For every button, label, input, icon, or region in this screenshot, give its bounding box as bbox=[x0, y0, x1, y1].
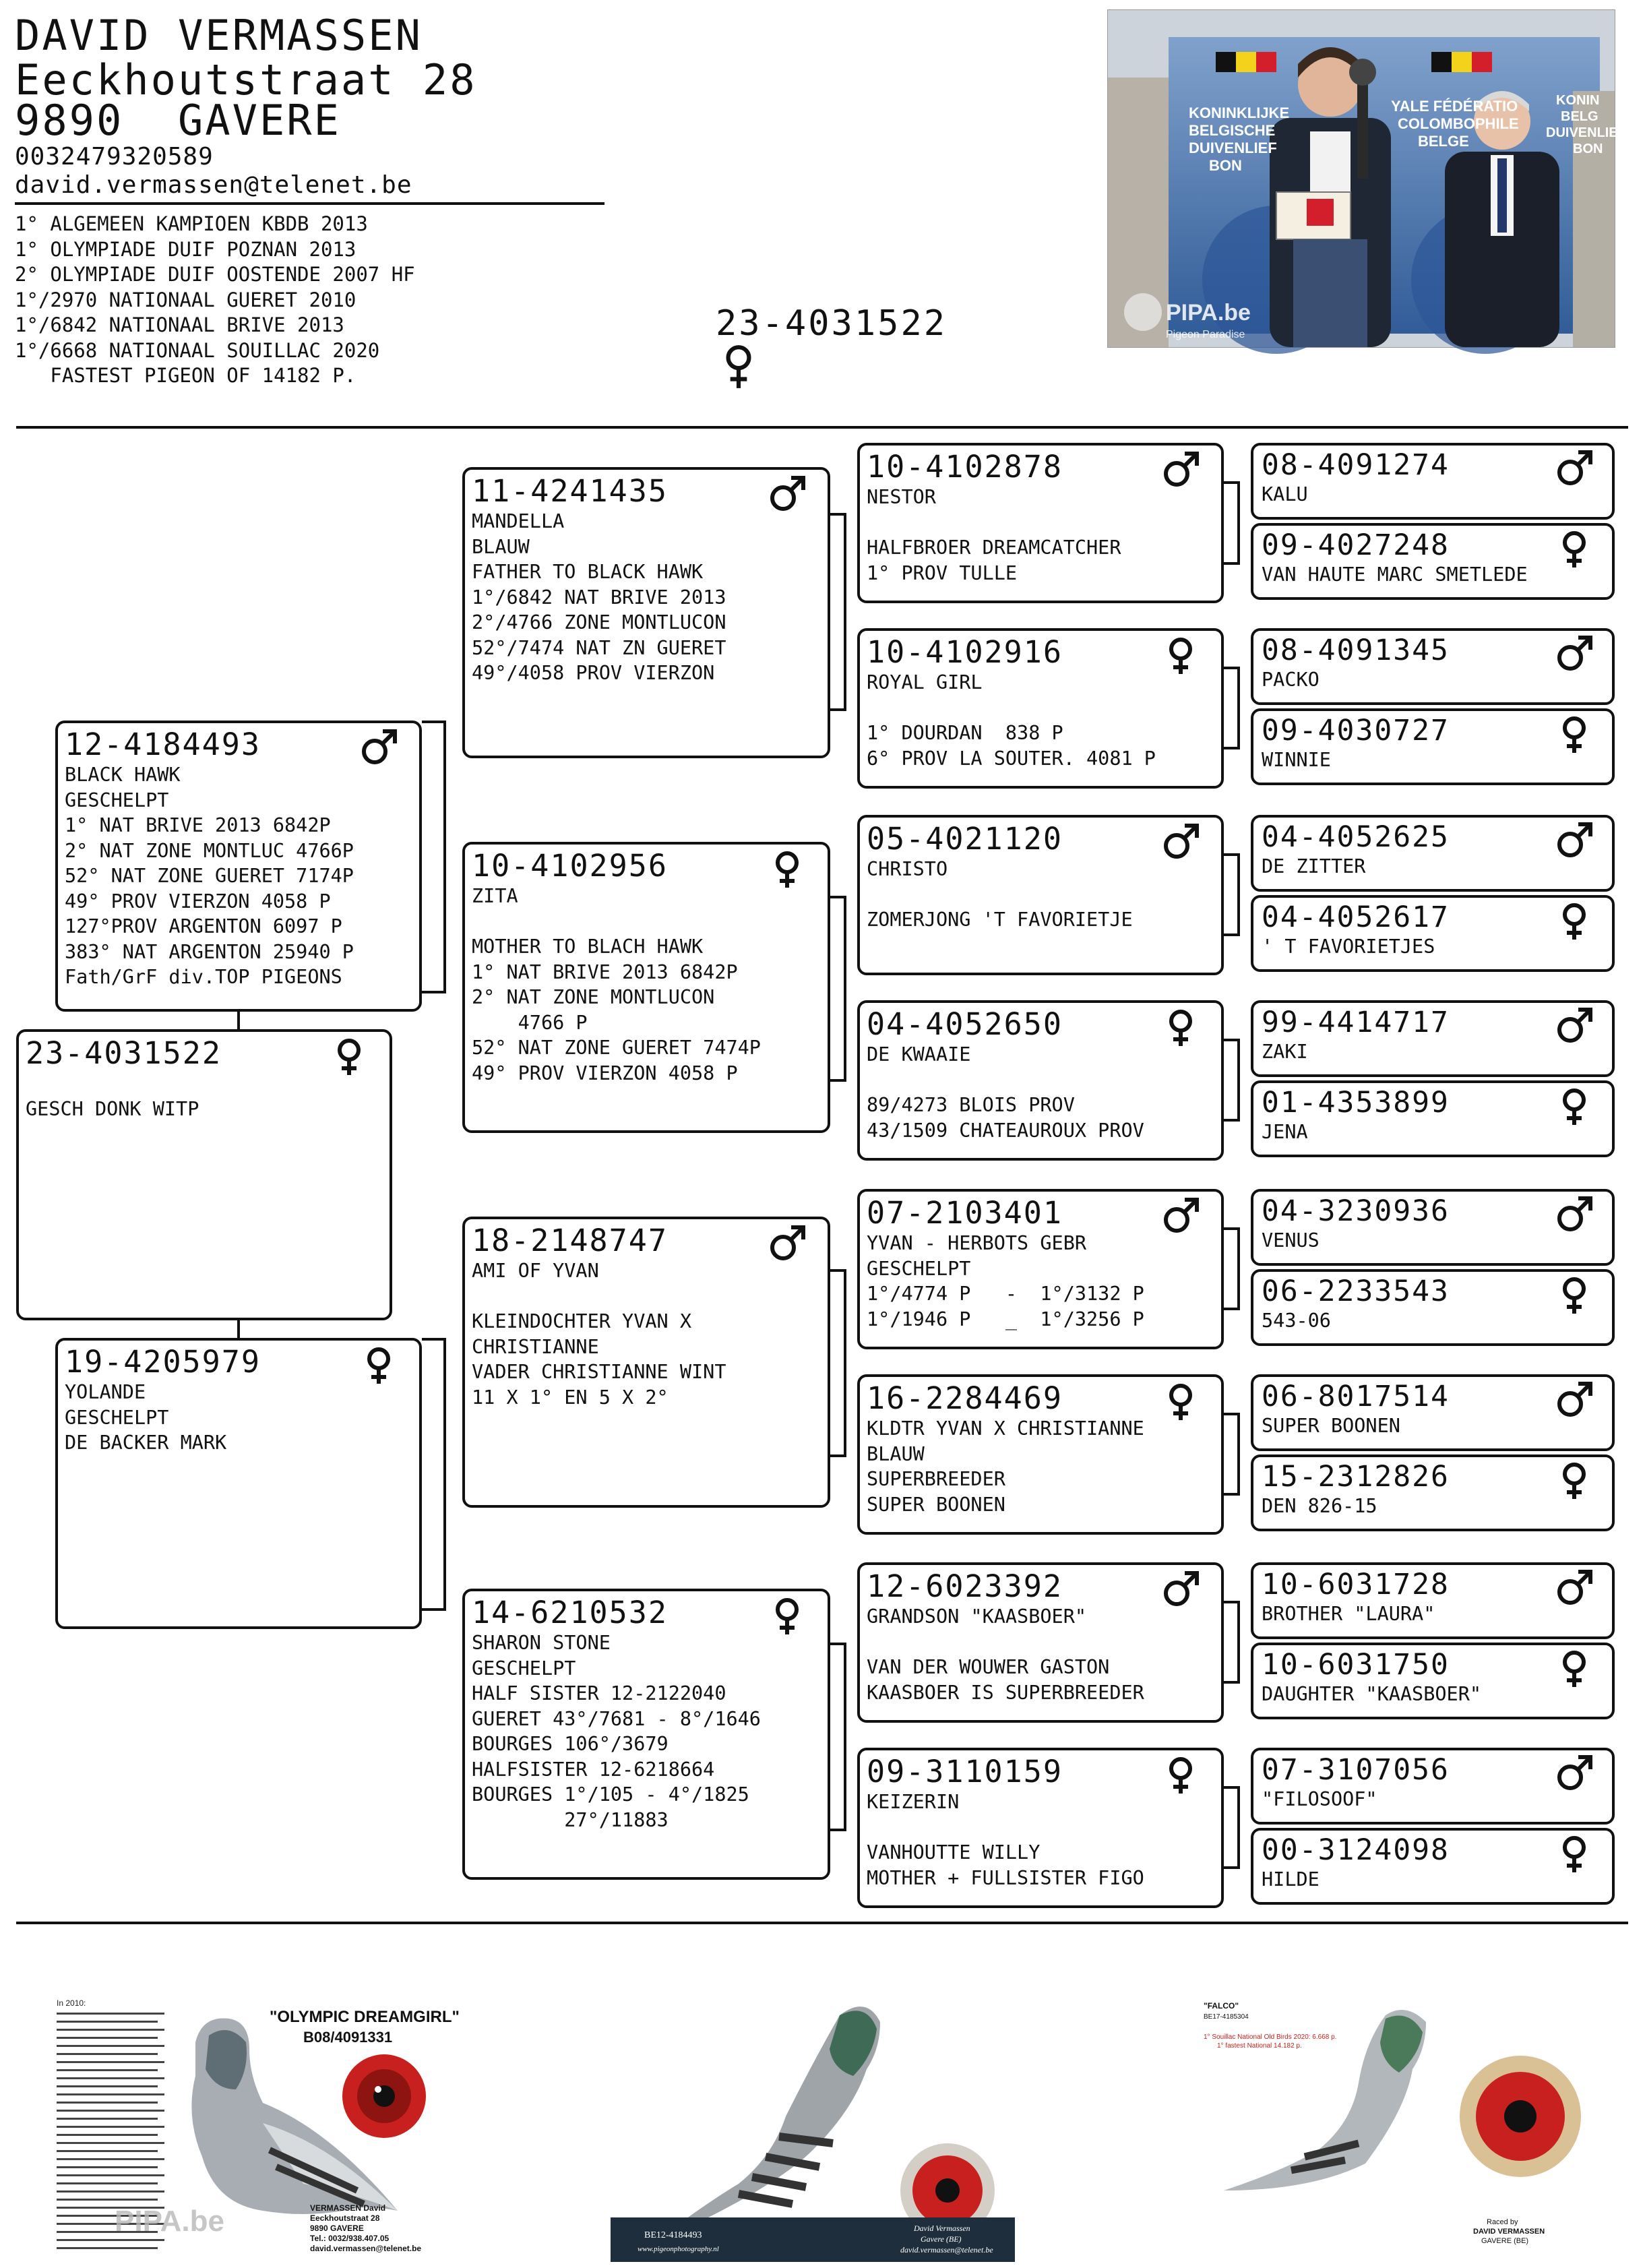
pedigree-card-sire[interactable] bbox=[55, 721, 422, 1012]
card-line: PACKO bbox=[1262, 669, 1320, 691]
ring-number: 10-6031728 bbox=[1262, 1568, 1450, 1601]
raced-by-caption: Raced by bbox=[1487, 2218, 1518, 2226]
connector-line bbox=[1224, 1493, 1237, 1496]
female-icon bbox=[717, 342, 760, 391]
banner-text-left: KONINKLIJKE bbox=[1189, 104, 1290, 121]
connector-line bbox=[1224, 1039, 1237, 1041]
male-icon bbox=[1554, 1568, 1594, 1608]
pedigree-card-gen5[interactable] bbox=[1251, 895, 1615, 972]
ring-number: 04-3230936 bbox=[1262, 1194, 1450, 1228]
ring-number: 04-4052625 bbox=[1262, 820, 1450, 854]
pedigree-card-gen5[interactable] bbox=[1251, 1080, 1615, 1157]
card-line: VAN HAUTE MARC SMETLEDE bbox=[1262, 563, 1528, 586]
female-icon bbox=[1554, 528, 1594, 569]
card-line: 43/1509 CHATEAUROUX PROV bbox=[867, 1119, 1144, 1142]
card-line: 1°/4774 P - 1°/3132 P bbox=[867, 1283, 1144, 1305]
male-icon bbox=[767, 474, 807, 514]
record-year-label: In 2010: bbox=[57, 1998, 86, 2008]
ring-number: 09-4027248 bbox=[1262, 528, 1450, 562]
owner-email[interactable]: david.vermassen@telenet.be bbox=[15, 171, 412, 199]
card-line: 1° DOURDAN 838 P bbox=[867, 722, 1063, 744]
achievements-list bbox=[15, 212, 415, 389]
banner-text-far-right: DUIVENLIEF bbox=[1546, 125, 1626, 140]
card-line bbox=[472, 1284, 821, 1310]
card-line: 49° PROV VIERZON 4058 P bbox=[472, 1062, 738, 1084]
pedigree-card-sss[interactable] bbox=[857, 443, 1224, 603]
ring-number: 05-4021120 bbox=[867, 821, 1063, 857]
ring-number: 15-2312826 bbox=[1262, 1460, 1450, 1494]
card-line: GESCH DONK WITP bbox=[26, 1097, 199, 1120]
owner-name: DAVID VERMASSEN bbox=[15, 11, 423, 60]
pedigree-card-sire-sire[interactable] bbox=[462, 467, 830, 758]
female-icon bbox=[1554, 1460, 1594, 1500]
ring-number: 04-4052617 bbox=[1262, 900, 1450, 934]
pedigree-card-gen5[interactable] bbox=[1251, 815, 1615, 892]
card-line: DEN 826-15 bbox=[1262, 1495, 1377, 1517]
male-icon bbox=[1160, 822, 1201, 862]
pipa-watermark: PIPA.be bbox=[1166, 300, 1251, 326]
card-line: DE KWAAIE bbox=[867, 1043, 971, 1066]
male-icon bbox=[1554, 1194, 1594, 1235]
card-line: "FILOSOOF" bbox=[1262, 1788, 1377, 1810]
ring-number: 10-4102956 bbox=[472, 848, 668, 884]
pedigree-card-dam-sire[interactable] bbox=[462, 1217, 830, 1508]
connector-line bbox=[1224, 667, 1237, 669]
card-line bbox=[867, 1815, 1214, 1841]
banner-text-far-right: KONIN bbox=[1556, 93, 1600, 108]
female-icon bbox=[1160, 1754, 1201, 1795]
connector-line bbox=[1224, 1866, 1237, 1869]
card-line bbox=[867, 510, 1214, 536]
pipa-watermark-sub: Pigeon Paradise bbox=[1166, 329, 1245, 340]
pedigree-card-dam[interactable] bbox=[55, 1338, 422, 1629]
card-line: DE ZITTER bbox=[1262, 855, 1366, 878]
female-icon bbox=[767, 849, 807, 889]
card-line: GRANDSON "KAASBOER" bbox=[867, 1605, 1087, 1628]
card-line: HILDE bbox=[1262, 1868, 1320, 1891]
card-line bbox=[867, 1068, 1214, 1093]
connector-line bbox=[1237, 853, 1240, 936]
card-line: 1° NAT BRIVE 2013 6842P bbox=[472, 960, 738, 983]
owner-street: Eeckhoutstraat 28 bbox=[15, 55, 477, 104]
male-icon bbox=[767, 1223, 807, 1264]
card-line: SUPER BOONEN bbox=[867, 1493, 1005, 1516]
pigeon-note: 1° fastest National 14.182 p. bbox=[1217, 2042, 1302, 2050]
card-line: HALFBROER DREAMCATCHER bbox=[867, 537, 1121, 559]
pigeon-ring: BE12-4184493 bbox=[644, 2230, 702, 2240]
card-line: GESCHELPT bbox=[472, 1657, 576, 1680]
ring-number: 10-4102878 bbox=[867, 449, 1063, 485]
ring-number: 12-6023392 bbox=[867, 1568, 1063, 1604]
card-line: SUPER BOONEN bbox=[1262, 1415, 1400, 1437]
card-line: 52° NAT ZONE GUERET 7174P bbox=[65, 865, 354, 887]
female-icon bbox=[1160, 1007, 1201, 1047]
bottom-rule bbox=[16, 1922, 1628, 1924]
female-icon bbox=[359, 1345, 399, 1385]
connector-line bbox=[844, 1643, 846, 1831]
ring-number: 07-3107056 bbox=[1262, 1753, 1450, 1787]
card-line: GESCHELPT bbox=[867, 1257, 971, 1280]
card-line: ROYAL GIRL bbox=[867, 671, 983, 694]
ring-number: 16-2284469 bbox=[867, 1380, 1063, 1416]
owner-caption: Tel.: 0032/938.407.05 bbox=[310, 2234, 390, 2243]
connector-line bbox=[830, 1269, 844, 1272]
card-line: AMI OF YVAN bbox=[472, 1260, 599, 1282]
male-icon bbox=[1554, 820, 1594, 861]
card-line: Fath/GrF div.TOP PIGEONS bbox=[65, 966, 342, 988]
achievement: 1° OLYMPIADE DUIF POZNAN 2013 bbox=[15, 237, 356, 261]
connector-line bbox=[1224, 1681, 1237, 1684]
connector-line bbox=[1224, 562, 1237, 565]
connector-line bbox=[830, 1079, 844, 1082]
achievement: 1° ALGEMEEN KAMPIOEN KBDB 2013 bbox=[15, 212, 368, 235]
male-icon bbox=[1160, 450, 1201, 490]
connector-line bbox=[1224, 747, 1237, 749]
card-line: 89/4273 BLOIS PROV bbox=[867, 1094, 1075, 1116]
banner-text-right: COLOMBOPHILE bbox=[1398, 115, 1519, 132]
achievement: 1°/2970 NATIONAAL GUERET 2010 bbox=[15, 288, 356, 311]
connector-line bbox=[1224, 481, 1237, 484]
female-icon bbox=[1554, 1648, 1594, 1688]
owner-block bbox=[15, 11, 477, 200]
owner-caption: david.vermassen@telenet.be bbox=[310, 2244, 422, 2253]
pedigree-card-sdd[interactable] bbox=[857, 1000, 1224, 1161]
male-icon bbox=[1554, 1380, 1594, 1420]
raced-by-caption: DAVID VERMASSEN bbox=[1473, 2228, 1545, 2236]
card-line: ZOMERJONG 'T FAVORIETJE bbox=[867, 909, 1133, 931]
pedigree-card-gen5[interactable] bbox=[1251, 523, 1615, 600]
card-line bbox=[867, 1630, 1214, 1655]
card-line: WINNIE bbox=[1262, 749, 1331, 771]
card-line: HALFSISTER 12-6218664 bbox=[472, 1758, 715, 1781]
photo-falco bbox=[1204, 1988, 1615, 2267]
pedigree-card-dds[interactable] bbox=[857, 1562, 1224, 1723]
card-line: 1°/6842 NAT BRIVE 2013 bbox=[472, 586, 726, 609]
banner-text-left: BELGISCHE bbox=[1189, 122, 1276, 139]
female-icon bbox=[1554, 1833, 1594, 1874]
female-icon bbox=[329, 1036, 369, 1076]
card-line: VENUS bbox=[1262, 1229, 1320, 1252]
connector-line bbox=[830, 896, 844, 898]
connector-line bbox=[1224, 853, 1237, 856]
connector-line bbox=[830, 1643, 844, 1645]
ring-number: 12-4184493 bbox=[65, 727, 261, 762]
card-line: DE BACKER MARK bbox=[65, 1432, 227, 1454]
connector-line bbox=[1237, 1786, 1240, 1869]
card-line: MOTHER TO BLACH HAWK bbox=[472, 936, 704, 958]
card-line: BLAUW bbox=[867, 1442, 925, 1465]
ring-number: 10-6031750 bbox=[1262, 1648, 1450, 1682]
card-line: VAN DER WOUWER GASTON bbox=[867, 1656, 1110, 1678]
male-icon bbox=[1554, 1753, 1594, 1794]
owner-phone: 0032479320589 bbox=[15, 143, 214, 171]
ring-number: 09-3110159 bbox=[867, 1754, 1063, 1789]
card-line bbox=[867, 696, 1214, 721]
ring-number: 23-4031522 bbox=[26, 1035, 222, 1071]
pedigree-card-gen5[interactable] bbox=[1251, 1748, 1615, 1825]
card-line: VADER CHRISTIANNE WINT bbox=[472, 1361, 726, 1383]
card-line: KAASBOER IS SUPERBREEDER bbox=[867, 1681, 1144, 1704]
pedigree-card-dsd[interactable] bbox=[857, 1374, 1224, 1535]
pedigree-card-gen5[interactable] bbox=[1251, 1828, 1615, 1905]
owner-caption: 9890 GAVERE bbox=[310, 2224, 364, 2233]
pedigree-card-gen5[interactable] bbox=[1251, 1374, 1615, 1451]
female-icon bbox=[1160, 1381, 1201, 1421]
owner-caption: Gavere (BE) bbox=[921, 2234, 962, 2244]
owner-caption: Eeckhoutstraat 28 bbox=[310, 2213, 380, 2223]
connector-line bbox=[443, 1338, 446, 1611]
ring-number: 06-2233543 bbox=[1262, 1275, 1450, 1308]
pedigree-card-ssd[interactable] bbox=[857, 628, 1224, 789]
card-line: DAUGHTER "KAASBOER" bbox=[1262, 1683, 1482, 1705]
pedigree-card-sds[interactable] bbox=[857, 815, 1224, 975]
achievement: 1°/6842 NATIONAAL BRIVE 2013 bbox=[15, 313, 344, 336]
raced-by-caption: GAVERE (BE) bbox=[1481, 2237, 1529, 2245]
connector-line bbox=[1224, 1227, 1237, 1230]
photo-black-hawk bbox=[611, 1988, 1022, 2267]
card-line: 49°/4058 PROV VIERZON bbox=[472, 662, 715, 684]
connector-line bbox=[422, 991, 443, 993]
card-line: 127°PROV ARGENTON 6097 P bbox=[65, 915, 342, 938]
connector-line bbox=[1237, 667, 1240, 749]
card-line: 2° NAT ZONE MONTLUC 4766P bbox=[65, 839, 354, 862]
pedigree-card-subject[interactable] bbox=[16, 1029, 392, 1320]
card-line: 383° NAT ARGENTON 25940 P bbox=[65, 940, 354, 963]
female-icon bbox=[1554, 714, 1594, 754]
banner-text-far-right: BELG bbox=[1561, 109, 1599, 124]
connector-line bbox=[844, 1269, 846, 1457]
connector-line bbox=[1224, 1786, 1237, 1789]
achievement: 1°/6668 NATIONAAL SOUILLAC 2020 bbox=[15, 338, 380, 362]
connector-line bbox=[237, 1012, 240, 1029]
card-line: FATHER TO BLACK HAWK bbox=[472, 561, 704, 583]
card-line: ZITA bbox=[472, 885, 518, 907]
connector-line bbox=[237, 1320, 240, 1338]
pedigree-card-gen5[interactable] bbox=[1251, 1454, 1615, 1531]
male-icon bbox=[1554, 1006, 1594, 1046]
card-line: BLACK HAWK bbox=[65, 764, 181, 786]
pigeon-ring: B08/4091331 bbox=[303, 2029, 393, 2046]
card-line: SHARON STONE bbox=[472, 1632, 611, 1654]
ring-number: 19-4205979 bbox=[65, 1344, 261, 1380]
pedigree-card-gen5[interactable] bbox=[1251, 628, 1615, 705]
ring-number: 08-4091345 bbox=[1262, 634, 1450, 667]
card-line: NESTOR bbox=[867, 486, 936, 508]
achievement: FASTEST PIGEON OF 14182 P. bbox=[15, 364, 356, 387]
banner-text-left: DUIVENLIEF bbox=[1189, 140, 1277, 156]
ring-number: 09-4030727 bbox=[1262, 714, 1450, 747]
connector-line bbox=[1237, 1601, 1240, 1684]
owner-caption: David Vermassen bbox=[914, 2224, 970, 2233]
card-line: 543-06 bbox=[1262, 1310, 1331, 1332]
ring-number: 11-4241435 bbox=[472, 473, 668, 509]
pedigree-card-dam-dam[interactable] bbox=[462, 1589, 830, 1880]
card-line: BLAUW bbox=[472, 535, 530, 558]
card-line: MOTHER + FULLSISTER FIGO bbox=[867, 1866, 1144, 1889]
banner-text-left: BON bbox=[1209, 157, 1242, 174]
card-line: GESCHELPT bbox=[65, 789, 169, 811]
connector-line bbox=[844, 896, 846, 1082]
card-line: ' T FAVORIETJES bbox=[1262, 936, 1435, 958]
card-line: SUPERBREEDER bbox=[867, 1468, 1005, 1490]
pedigree-card-gen5[interactable] bbox=[1251, 1269, 1615, 1346]
connector-line bbox=[422, 721, 443, 723]
card-line bbox=[472, 909, 821, 935]
connector-line bbox=[1224, 1413, 1237, 1415]
header-photo bbox=[1107, 9, 1626, 348]
card-line: 27°/11883 bbox=[472, 1808, 669, 1831]
card-line: 49° PROV VIERZON 4058 P bbox=[65, 890, 331, 913]
female-icon bbox=[1554, 1275, 1594, 1315]
banner-text-right: BELGE bbox=[1418, 133, 1469, 150]
card-line bbox=[867, 882, 1214, 908]
connector-line bbox=[1237, 1039, 1240, 1122]
connector-line bbox=[830, 708, 844, 711]
card-line: GUERET 43°/7681 - 8°/1646 bbox=[472, 1707, 761, 1730]
ring-number: 07-2103401 bbox=[867, 1195, 1063, 1231]
male-icon bbox=[1160, 1196, 1201, 1236]
ring-number: 06-8017514 bbox=[1262, 1380, 1450, 1413]
card-line: KLEINDOCHTER YVAN X bbox=[472, 1310, 692, 1332]
ring-number: 10-4102916 bbox=[867, 634, 1063, 670]
connector-line bbox=[1224, 1601, 1237, 1603]
female-icon bbox=[1160, 635, 1201, 675]
owner-caption: david.vermassen@telenet.be bbox=[900, 2245, 993, 2255]
owner-underline bbox=[15, 202, 604, 205]
card-line: 4766 P bbox=[472, 1011, 588, 1034]
connector-line bbox=[844, 513, 846, 711]
card-line: 1° PROV TULLE bbox=[867, 561, 1018, 584]
card-line: CHRISTIANNE bbox=[472, 1335, 599, 1358]
card-line: JENA bbox=[1262, 1121, 1308, 1143]
card-line: 2° NAT ZONE MONTLUCON bbox=[472, 986, 715, 1008]
male-icon bbox=[359, 727, 399, 768]
photographer-site: www.pigeonphotography.nl bbox=[638, 2245, 719, 2253]
banner-text-far-right: BON bbox=[1573, 142, 1603, 156]
male-icon bbox=[1554, 448, 1594, 489]
pedigree-card-gen5[interactable] bbox=[1251, 1562, 1615, 1639]
male-icon bbox=[1554, 634, 1594, 674]
connector-line bbox=[1237, 481, 1240, 565]
top-rule bbox=[16, 426, 1628, 429]
connector-line bbox=[1224, 1119, 1237, 1122]
connector-line bbox=[830, 1829, 844, 1831]
male-icon bbox=[1160, 1569, 1201, 1610]
owner-caption: VERMASSEN David bbox=[310, 2203, 386, 2213]
card-line: KALU bbox=[1262, 483, 1308, 505]
card-line: 1° NAT BRIVE 2013 6842P bbox=[65, 814, 331, 836]
card-line: BOURGES 106°/3679 bbox=[472, 1733, 669, 1755]
female-icon bbox=[1554, 900, 1594, 941]
ring-number: 08-4091274 bbox=[1262, 448, 1450, 482]
ring-number: 01-4353899 bbox=[1262, 1086, 1450, 1120]
card-line: BROTHER "LAURA" bbox=[1262, 1603, 1435, 1625]
pedigree-card-dss[interactable] bbox=[857, 1189, 1224, 1349]
pedigree-card-gen5[interactable] bbox=[1251, 1643, 1615, 1719]
card-line: 11 X 1° EN 5 X 2° bbox=[472, 1386, 669, 1409]
card-line: 52° NAT ZONE GUERET 7474P bbox=[472, 1037, 761, 1059]
subject-heading bbox=[716, 305, 947, 391]
card-line: MANDELLA bbox=[472, 510, 565, 532]
subject-ring: 23-4031522 bbox=[716, 303, 948, 344]
connector-line bbox=[830, 513, 844, 516]
connector-line bbox=[443, 721, 446, 993]
card-line: 52°/7474 NAT ZN GUERET bbox=[472, 636, 726, 659]
card-line: ZAKI bbox=[1262, 1041, 1308, 1063]
ring-number: 00-3124098 bbox=[1262, 1833, 1450, 1867]
pigeon-ring: BE17-4185304 bbox=[1204, 2013, 1249, 2021]
female-icon bbox=[1554, 1086, 1594, 1126]
pedigree-card-gen5[interactable] bbox=[1251, 443, 1615, 520]
connector-line bbox=[1237, 1413, 1240, 1496]
connector-line bbox=[830, 1454, 844, 1457]
ring-number: 04-4052650 bbox=[867, 1006, 1063, 1042]
connector-line bbox=[1224, 1308, 1237, 1310]
card-line: 2°/4766 ZONE MONTLUCON bbox=[472, 611, 726, 634]
card-line: YOLANDE bbox=[65, 1381, 146, 1403]
connector-line bbox=[422, 1608, 443, 1611]
card-line: KLDTR YVAN X CHRISTIANNE bbox=[867, 1417, 1144, 1440]
achievement: 2° OLYMPIADE DUIF OOSTENDE 2007 HF bbox=[15, 263, 415, 286]
pigeon-title: "OLYMPIC DREAMGIRL" bbox=[270, 2008, 460, 2026]
ring-number: 18-2148747 bbox=[472, 1223, 668, 1258]
pipa-watermark: PIPA.be bbox=[115, 2205, 225, 2238]
pedigree-card-gen5[interactable] bbox=[1251, 1000, 1615, 1077]
pigeon-note: 1° Souillac National Old Birds 2020: 6.668 p. bbox=[1204, 2033, 1337, 2041]
female-icon bbox=[767, 1595, 807, 1636]
owner-city: 9890 GAVERE bbox=[15, 96, 341, 145]
card-line: HALF SISTER 12-2122040 bbox=[472, 1682, 726, 1705]
card-line: 1°/1946 P _ 1°/3256 P bbox=[867, 1308, 1144, 1330]
pigeon-name: "FALCO" bbox=[1204, 2001, 1239, 2011]
card-line: BOURGES 1°/105 - 4°/1825 bbox=[472, 1783, 749, 1806]
connector-line bbox=[1224, 933, 1237, 936]
pedigree-card-gen5[interactable] bbox=[1251, 1189, 1615, 1266]
connector-line bbox=[422, 1338, 443, 1341]
photo-olympic-dreamgirl bbox=[47, 1988, 458, 2267]
ring-number: 14-6210532 bbox=[472, 1595, 668, 1630]
pedigree-card-ddd[interactable] bbox=[857, 1748, 1224, 1908]
card-line: 6° PROV LA SOUTER. 4081 P bbox=[867, 747, 1156, 770]
connector-line bbox=[1237, 1227, 1240, 1310]
card-line: YVAN - HERBOTS GEBR bbox=[867, 1232, 1087, 1254]
pedigree-card-gen5[interactable] bbox=[1251, 708, 1615, 785]
banner-text-right: YALE FÉDÉRATIO bbox=[1391, 98, 1518, 115]
pedigree-card-sire-dam[interactable] bbox=[462, 842, 830, 1133]
card-line: GESCHELPT bbox=[65, 1406, 169, 1429]
card-line: VANHOUTTE WILLY bbox=[867, 1841, 1041, 1864]
card-line: CHRISTO bbox=[867, 858, 948, 880]
card-line: KEIZERIN bbox=[867, 1791, 960, 1813]
ring-number: 99-4414717 bbox=[1262, 1006, 1450, 1039]
